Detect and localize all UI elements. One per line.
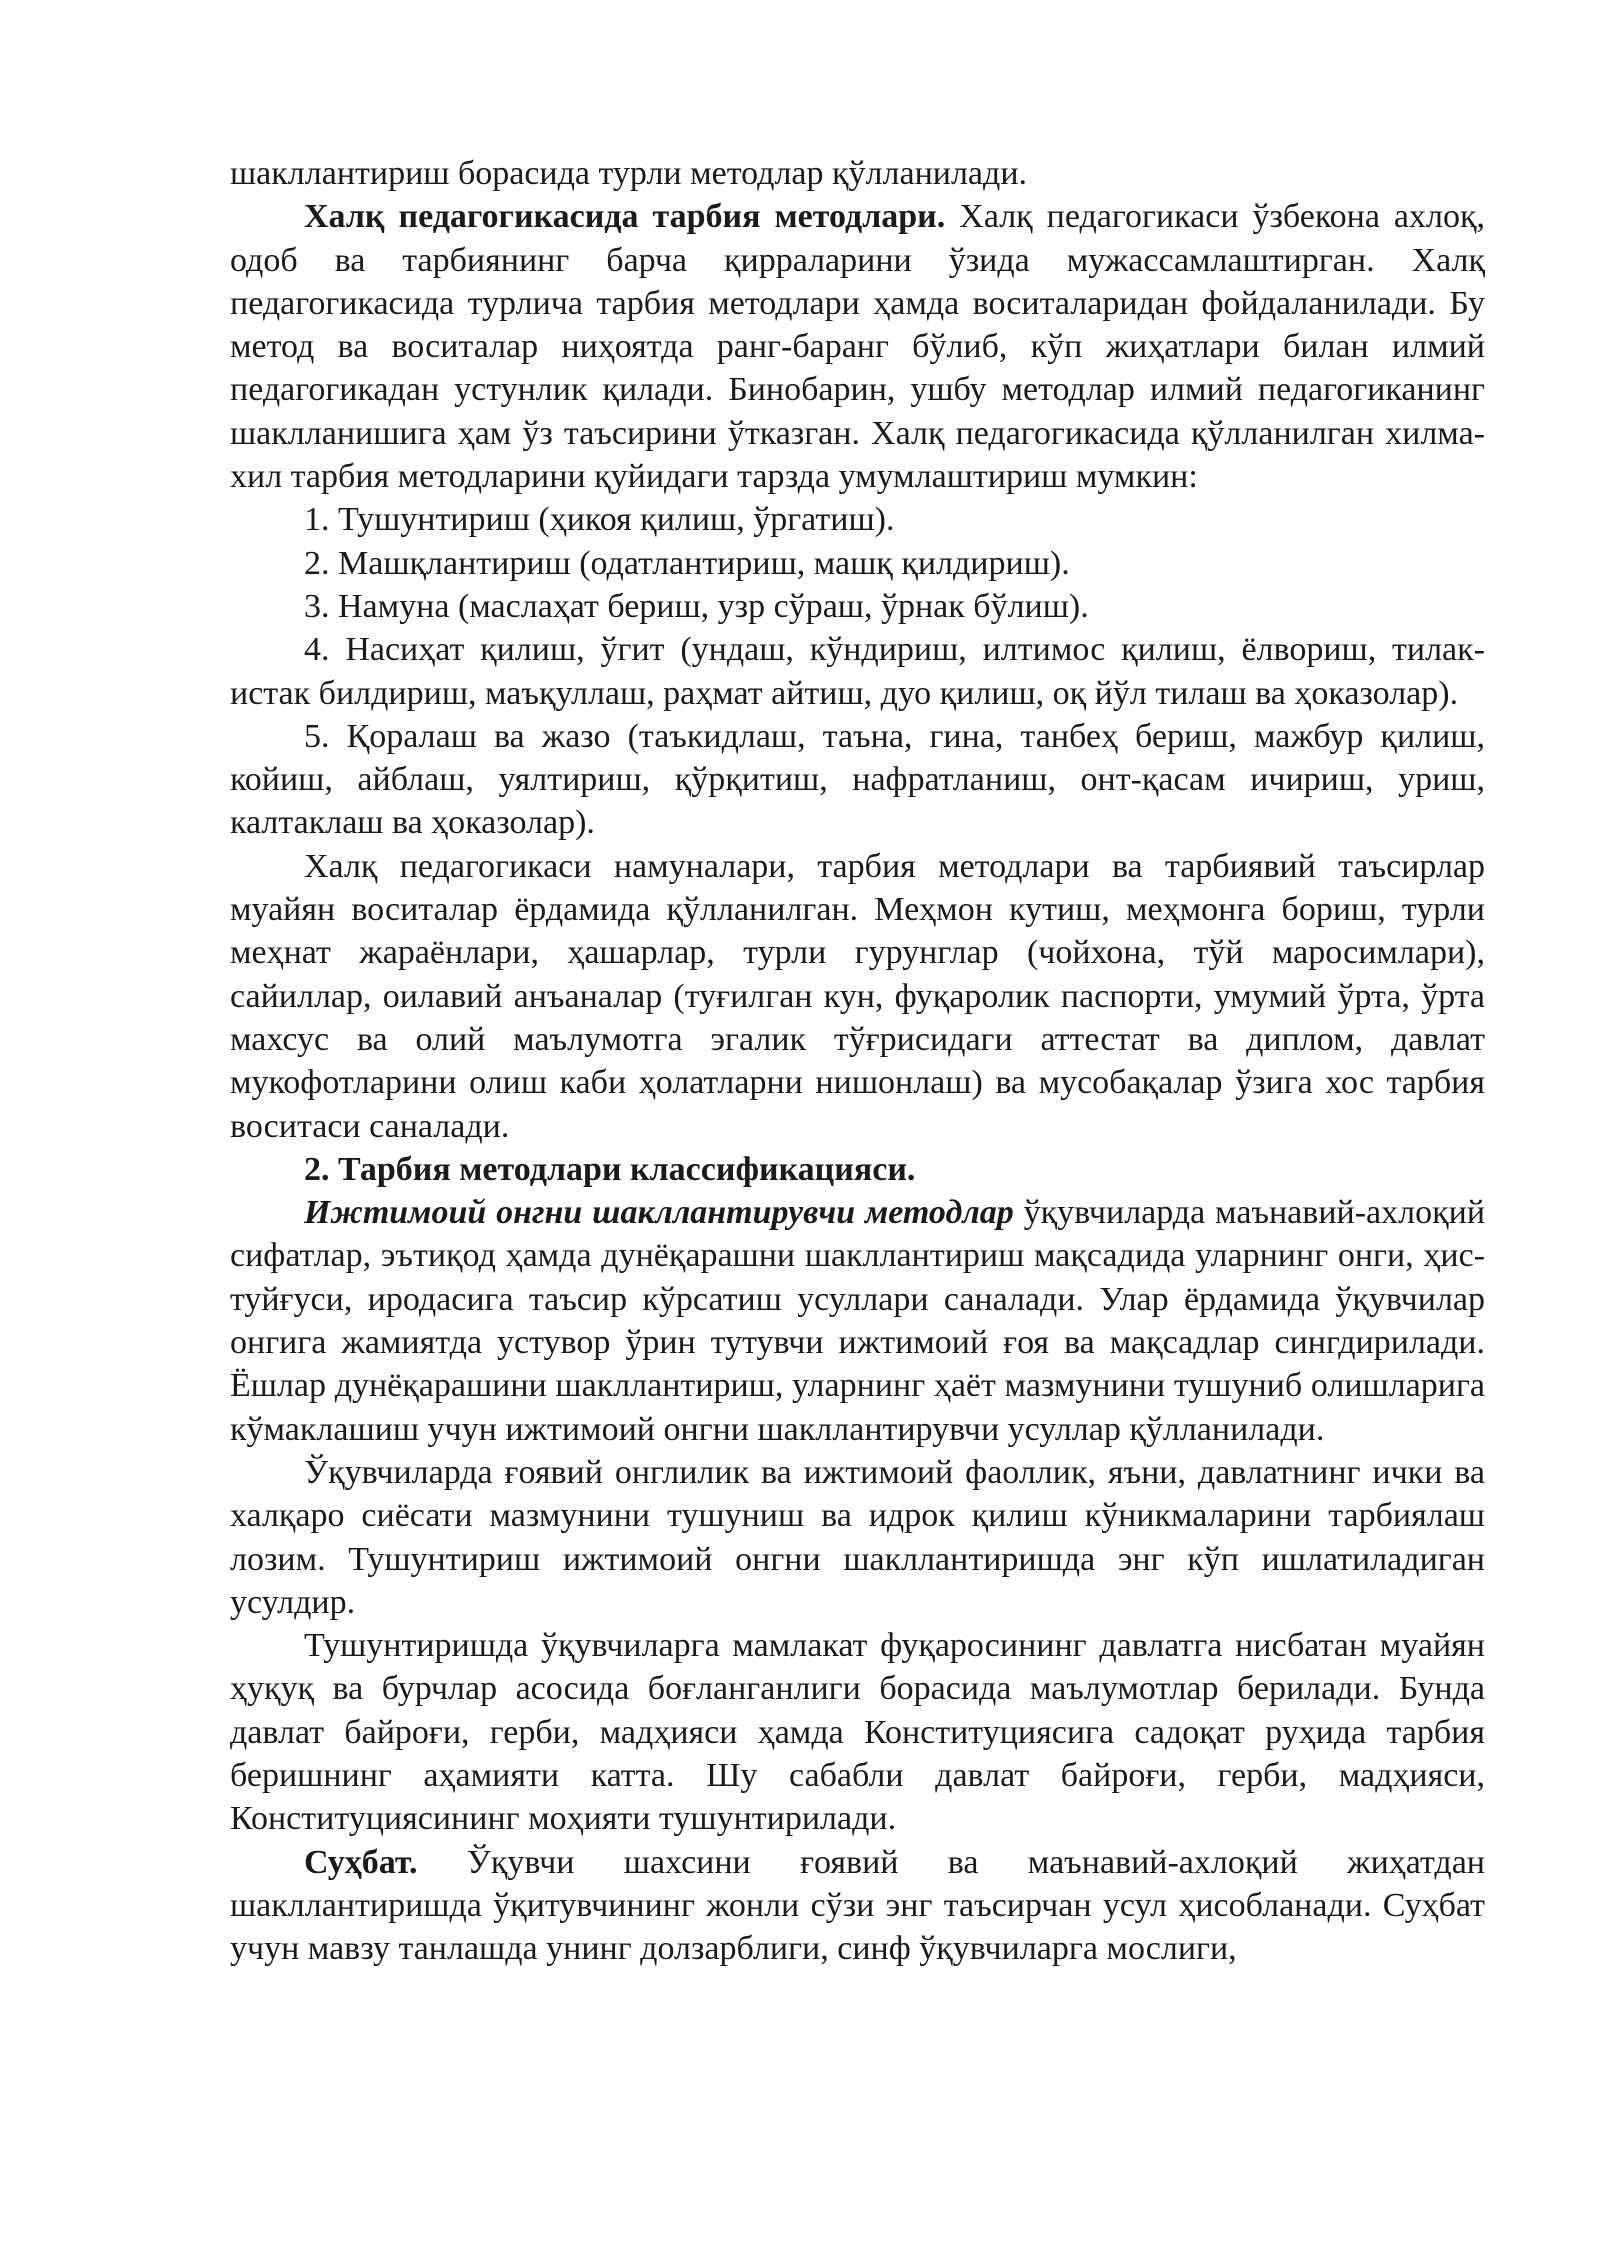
list-item-1	[230, 498, 1485, 541]
term-social-consciousness-methods: Ижтимоий онгни шакллантирувчи методлар	[304, 1194, 1014, 1232]
text-run: ўқувчиларда маънавий-ахлоқий сифатлар, эътиқод ҳамда дунёқарашни шакллантириш мақсадида уларнинг онги, ҳис-туйғуси, иродасига таъсир кўрсатиш усуллари саналади. Улар ёрдамида ўқувчилар онгига жамиятда устувор ўрин тутувчи ижтимоий ғоя ва мақсадлар сингдирилади. Ёшлар дунёқарашини шакллантириш, уларнинг ҳаёт мазмунини тушуниб олишларига кўмаклашиш учун ижтимоий онгни шакллантирувчи усуллар қўлланилади.	[230, 1194, 1486, 1448]
paragraph-social-consciousness	[230, 1191, 1485, 1451]
paragraph-conversation	[230, 1841, 1485, 1971]
list-item-4	[230, 628, 1485, 715]
text-run: Ўқувчиларда ғоявий онглилик ва ижтимоий фаоллик, яъни, давлатнинг ички ва халқаро сиёсати мазмунини тушуниш ва идрок қилиш кўникмаларини тарбиялаш лозим. Тушунтириш ижтимоий онгни шакллантиришда энг кўп ишлатиладиган усулдир.	[230, 1453, 1485, 1621]
paragraph-folk-pedagogy	[230, 195, 1485, 498]
term-conversation: Суҳбат.	[304, 1843, 418, 1881]
section-heading-folk-pedagogy: Халқ педагогикасида тарбия методлари.	[304, 198, 946, 236]
paragraph-ideological-awareness	[230, 1451, 1485, 1624]
document-page	[230, 152, 1485, 1970]
list-item-5	[230, 715, 1485, 845]
list-item-3	[230, 585, 1485, 628]
text-run: 1. Тушунтириш (ҳикоя қилиш, ўргатиш).	[304, 501, 895, 539]
text-run: Халқ педагогикаси ўзбекона ахлоқ, одоб ва тарбиянинг барча қирраларини ўзида мужассамлаштирган. Халқ педагогикасида турлича тарбия методлари ҳамда воситаларидан фойдаланилади. Бу метод ва воситалар ниҳоятда ранг-баранг бўлиб, кўп жиҳатлари билан илмий педагогикадан устунлик қилади. Бинобарин, ушбу методлар илмий педагогиканинг шаклланишига ҳам ўз таъсирини ўтказган. Халқ педагогикасида қўлланилган хилма-хил тарбия методларини қуйидаги тарзда умумлаштириш мумкин:	[230, 198, 1485, 496]
text-run: Ўқувчи шахсини ғоявий ва маънавий-ахлоқий жиҳатдан шакллантиришда ўқитувчининг жонли сўзи энг таъсирчан усул ҳисобланади. Суҳбат учун мавзу танлашда унинг долзарблиги, синф ўқувчиларга мослиги,	[230, 1843, 1485, 1968]
text-run: Тушунтиришда ўқувчиларга мамлакат фуқаросининг давлатга нисбатан муайян ҳуқуқ ва бурчлар асосида боғланганлиги борасида маълумотлар берилади. Бунда давлат байроғи, герби, мадҳияси ҳамда Конституциясига садоқат руҳида тарбия беришнинг аҳамияти катта. Шу сабабли давлат байроғи, герби, мадҳияси, Конституциясининг моҳияти тушунтирилади.	[230, 1627, 1485, 1838]
paragraph-explanation	[230, 1624, 1485, 1840]
list-item-2	[230, 542, 1485, 585]
section-heading-classification	[230, 1148, 1485, 1191]
heading-text: 2. Тарбия методлари классификацияси.	[304, 1150, 916, 1188]
text-run: 5. Қоралаш ва жазо (таъкидлаш, таъна, гина, танбеҳ бериш, мажбур қилиш, койиш, айблаш, уялтириш, қўрқитиш, нафратланиш, онт-қасам ичириш, уриш, калтаклаш ва ҳоказолар).	[230, 717, 1485, 842]
text-run: 3. Намуна (маслаҳат бериш, узр сўраш, ўрнак бўлиш).	[304, 587, 1089, 625]
text-run: шакллантириш борасида турли методлар қўлланилади.	[230, 155, 1028, 192]
paragraph-folk-examples	[230, 845, 1485, 1148]
paragraph-continuation	[230, 152, 1485, 195]
text-run: 4. Насиҳат қилиш, ўгит (ундаш, кўндириш, илтимос қилиш, ёлвориш, тилак-истак билдириш, маъқуллаш, раҳмат айтиш, дуо қилиш, оқ йўл тилаш ва ҳоказолар).	[230, 631, 1485, 712]
text-run: Халқ педагогикаси намуналари, тарбия методлари ва тарбиявий таъсирлар муайян воситалар ёрдамида қўлланилган. Меҳмон кутиш, меҳмонга бориш, турли меҳнат жараёнлари, ҳашарлар, турли гурунглар (чойхона, тўй маросимлари), сайиллар, оилавий анъаналар (туғилган кун, фуқаролик паспорти, умумий ўрта, ўрта махсус ва олий маълумотга эгалик тўғрисидаги аттестат ва диплом, давлат мукофотларини олиш каби ҳолатларни нишонлаш) ва мусобақалар ўзига хос тарбия воситаси саналади.	[230, 847, 1485, 1145]
text-run: 2. Машқлантириш (одатлантириш, машқ қилдириш).	[304, 544, 1070, 582]
